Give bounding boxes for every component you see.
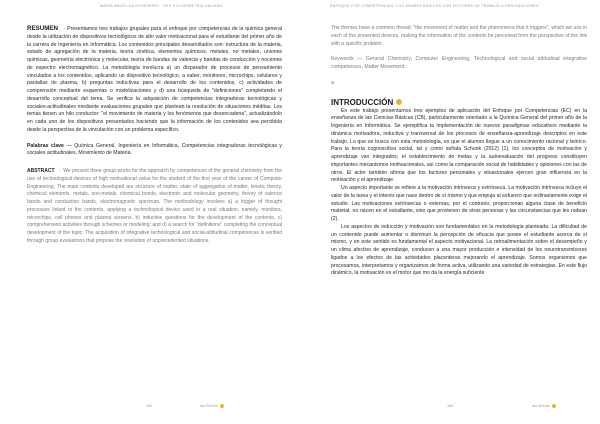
abstract-continuation: The themes have a common thread: "the movement of matter and the phenomena that it triggers", which we use in each of the presented devices, making the information of the contents be perceived from the perspective of the link with a specific problem. <box>331 25 587 47</box>
left-column <box>27 25 282 246</box>
keywords-en <box>331 56 587 72</box>
introduction-heading-text: INTRODUCCIÓN <box>331 97 394 107</box>
keywords-en-heading: Keywords <box>331 56 354 63</box>
resumen-text: · Presentamos tres trabajos grupales para el enfoque por competencias de la química general desde la utilización de dispositivos tecnológicos de alto valor motivacional para el estudiante del primer año de la carrera de Ingeniería en Informática. Los contenidos principales desarrollados son: estructura de la materia, estado de agregación de la materia, teoría cinética, elementos químicos, metales, no metales, uniones químicas, geometría electrónica y molecular, teoría de bandas de valencia y bandas de conducción y nociones de espectro electromagnético. La metodología involucra a) un disparador de procesos de pensamiento vinculados a los contenidos, aplicando un dispositivo tecnológico, a saber, monitores, microchips, celulares y pantallas de plasma, b) preguntas inductivas para el desarrollo de los contenidos, c) actividades de comprensión mediante esquemas o modelizaciones y d) una búsqueda de "definiciones" completando el desarrollo conceptual del tema. Se verifica la adquisición de competencias integradoras tecnológicas y sociales-actitudinales mediante evaluaciones grupales que plantean la resolución de situaciones inéditas. Los temas tienen un hilo conductor: "el movimiento de materia y los fenómenos que desencadena", actualizándolo en cada uno de los dispositivos presentados haciendo que la información de los contenidos sea percibida desde la perspectiva de la vinculación con un problema específico. <box>27 26 282 133</box>
section-badge-icon <box>396 99 402 105</box>
brand-logo-icon <box>552 404 556 408</box>
keywords-en-text: — General Chemistry, Computer Engineering, Technological and social attitudinal integrative competences, Matter Movement. <box>331 56 587 70</box>
intro-paragraph-2: Un aspecto importante se refiere a la motivación intrínseca y extrínseca. La motivación intrínseca incluye el valor de la tarea y el interés que nace dentro de sí mismo y que empuja al esfuerzo que ordinariamente exige el estudio. Las motivaciones extrínsecas o externas, por el contrario, proporcionan alguna clase de beneficio material, no nacen en el estudiante, sino que provienen de otras personas y las circunstancias que les rodean (2). <box>331 185 587 222</box>
introduction-heading <box>331 98 587 108</box>
footer-right-brand <box>532 404 556 408</box>
running-header-left: MARÍA ANGÉLICA ECHEVERRI · IRIS COLORIMETRÍA GALVIÁN <box>100 4 223 8</box>
abstract-heading: ABSTRACT <box>27 168 55 174</box>
keywords-es <box>27 143 282 159</box>
resumen-heading: RESUMEN <box>27 25 58 32</box>
footer-left-brand-text: ducTeXtos <box>200 404 218 408</box>
footer-left-brand <box>200 404 224 408</box>
right-column <box>331 25 587 278</box>
keywords-es-heading: Palabras clave <box>27 142 64 149</box>
resumen-paragraph <box>27 25 282 135</box>
intro-paragraph-1: En este trabajo presentamos tres ejemplos de aplicación del Enfoque por Competencias (EC) en la enseñanza de las Ciencias Básicas (CB), particularmente orientado a la Química General del primer año de la Ingeniería en Informática. Se ejemplifica la implementación de nuevos paradigmas educativos mediante la dinámica motivadora, inductiva y transversal de los procesos de enseñanza-aprendizaje descriptos en este trabajo. Lo que se busca con esta metodología, es que el alumno llegue a un conocimiento racional y teórico. Para la teoría cognoscitiva social, tal y como señala Schunk (2012) (1), los conceptos de motivación y aprendizaje van integrados; el establecimiento de metas y la autoevaluación del progreso constituyen importantes mecanismos motivacionales, así como la comparación social de habilidades y opiniones con las de otros. El actor también afirma que los factores personales y situacionales ejercen gran influencia en la motivación y el aprendizaje. <box>331 107 587 184</box>
running-header-right: ENFOQUE POR COMPETENCIAS: LOS ÁRABES BÁSICOS CON FICTORES DE TRABAJO A DESIGNACIONES <box>330 4 539 8</box>
abstract-text: · We present three group works for the approach by competences of the general chemistry from the use of technological devices of high motivational value for the student of the first year of the career of Computer Engineering. The main contents developed are structure of matter, state of aggregation of matter, kinetic theory, chemical elements, metals, non-metals, chemical bonds, electronic and molecular geometry, theory of valence bands and conduction bands, electromagnetic spectrum. The methodology involves a) a trigger of thought processes linked to the contents, applying a technological device used in a real situation, namely, monitors, microchips, cell phones and plasma screens, b) inductive questions for the development of the contents, c) comprehension activities through schemes or modeling; and d) a search for "definitions" completing the conceptual development of the topic. The acquisition of integrative technological and social-attitudinal competences is verified through group evaluations that propose the resolution of unprecedented situations. <box>27 168 282 244</box>
footer-right-page-number: 183 <box>447 404 454 408</box>
brand-logo-icon <box>220 404 224 408</box>
section-separator: ■ <box>331 79 335 86</box>
intro-paragraph-3: Los aspectos de inducción y motivación son fundamentales en la metodología planteada. La dificultad de un contenido puede aumentar o disminuir la percepción de eficacia que posee el estudiante acerca de sí mismo, y en este sentido es fundamental el aspecto motivacional. La retroalimentación sobre el desempeño y un clima afectivo de aprendizaje, conducen a una mayor producción e intensidad de los neurotransmisores ligados a los efectos de las actividades placenteras mejorando el aprendizaje. Somos organismos que procesamos, interpretamos y organizamos de forma activa, utilizando una variedad de estrategias. En este flujo dinámico, la motivación es el motor que mo da la energía suficiente <box>331 223 587 277</box>
keywords-es-text: — Química General, Ingeniería en Informática, Competencias integradoras tecnológicas y sociales actitudinales, Movimiento de Materia. <box>27 142 282 157</box>
abstract-paragraph <box>27 168 282 246</box>
footer-right-brand-text: ducTeXtos <box>532 404 550 408</box>
footer-left-page-number: 182 <box>146 404 153 408</box>
